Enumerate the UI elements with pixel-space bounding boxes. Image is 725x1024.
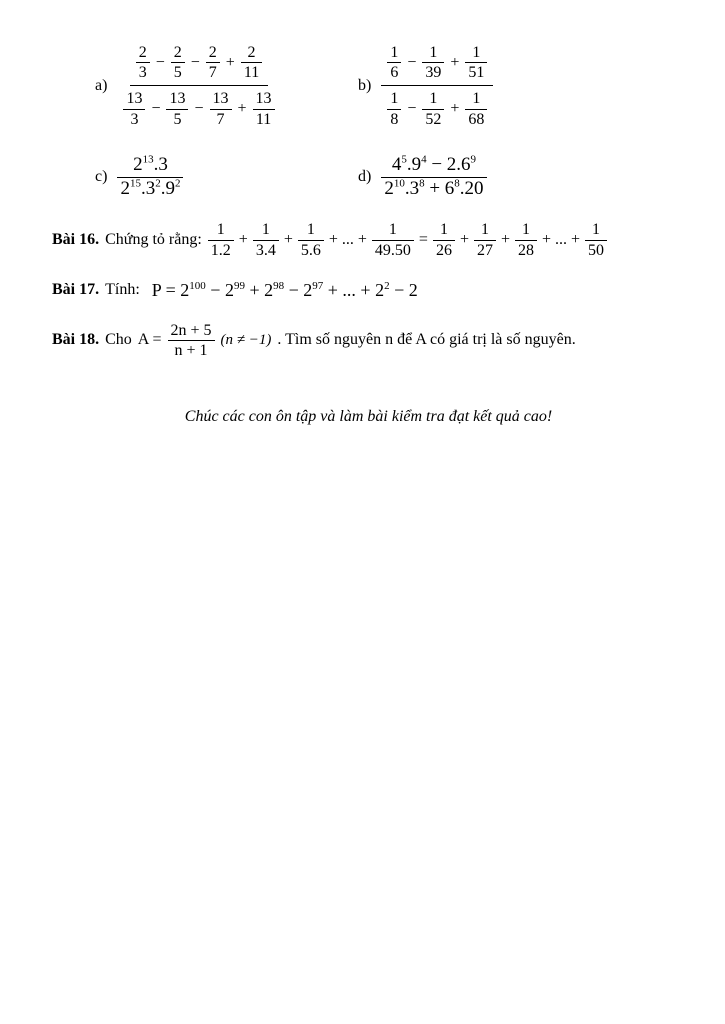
- numerator: 1: [465, 43, 487, 63]
- denominator: 11: [255, 110, 272, 128]
- exponent: 15: [129, 177, 141, 190]
- exercise-17: [52, 280, 685, 301]
- denominator: 3.4: [255, 241, 276, 259]
- math-text: .20: [459, 177, 484, 199]
- exercise-17-label: Bài 17.: [52, 281, 100, 299]
- numerator: 1: [515, 220, 537, 240]
- exponent: 8: [454, 177, 460, 190]
- equals-sign: =: [418, 231, 428, 249]
- exercise-16: [52, 220, 685, 259]
- fraction: [171, 43, 185, 82]
- problem-c: [95, 154, 358, 201]
- exercise-16-expression: [208, 220, 607, 259]
- exercise-17-intro: Tính:: [105, 281, 140, 299]
- denominator: 51: [468, 64, 485, 82]
- problem-b: [358, 40, 493, 132]
- exponent: 98: [273, 279, 285, 292]
- fraction: [206, 43, 220, 82]
- math-row-ab: [95, 40, 685, 132]
- numerator: [117, 154, 183, 178]
- operator: +: [225, 53, 235, 71]
- numerator: 1: [585, 220, 607, 240]
- exercise-17-expression: [152, 280, 418, 301]
- denominator: 39: [425, 64, 442, 82]
- denominator: 5.6: [300, 241, 321, 259]
- exponent: 100: [189, 279, 206, 292]
- math-row-cd: [95, 154, 685, 201]
- operator: +: [500, 231, 510, 249]
- operator: −: [151, 100, 161, 118]
- denominator: 50: [588, 241, 605, 259]
- math-text: + ... + 2: [323, 279, 385, 300]
- fraction: [585, 220, 607, 259]
- fraction: [166, 89, 188, 128]
- fraction: [515, 220, 537, 259]
- numerator: [381, 154, 486, 178]
- math-text: 2: [120, 177, 130, 199]
- fraction: [253, 89, 275, 128]
- denominator: [381, 178, 486, 201]
- numerator: 13: [210, 89, 232, 109]
- numerator: 13: [253, 89, 275, 109]
- fraction: [465, 43, 487, 82]
- operator: +: [450, 53, 460, 71]
- numerator: 2: [171, 43, 185, 63]
- worksheet-page: [0, 0, 725, 426]
- numerator: 1: [433, 220, 455, 240]
- denominator: 52: [425, 110, 442, 128]
- operator: +: [238, 231, 248, 249]
- math-text: + 6: [424, 177, 455, 199]
- denominator: 3: [138, 64, 147, 82]
- exponent: 5: [401, 153, 407, 166]
- math-text: − 2.6: [426, 153, 471, 175]
- numerator: 13: [123, 89, 145, 109]
- fraction: [253, 220, 279, 259]
- denominator: [117, 178, 183, 201]
- exercise-18-question: . Tìm số nguyên n để A có giá trị là số nguyên.: [277, 331, 576, 349]
- problem-c-fraction: [117, 154, 183, 201]
- exponent: 13: [142, 153, 154, 166]
- operator: +: [237, 100, 247, 118]
- operator: −: [194, 100, 204, 118]
- problem-a-denominator: [117, 86, 280, 131]
- fraction: [387, 43, 401, 82]
- numerator: 1: [298, 220, 324, 240]
- exponent: 4: [421, 153, 427, 166]
- exponent: 99: [233, 279, 245, 292]
- denominator: 27: [476, 241, 493, 259]
- problem-d: [358, 154, 487, 201]
- fraction: [298, 220, 324, 259]
- a-equals: A =: [137, 331, 162, 349]
- fraction: [210, 89, 232, 128]
- exercise-16-label: Bài 16.: [52, 231, 100, 249]
- denominator: 3: [130, 110, 139, 128]
- numerator: 1: [474, 220, 496, 240]
- math-text: .3: [404, 177, 420, 199]
- numerator: 2n + 5: [168, 321, 215, 341]
- fraction: [123, 89, 145, 128]
- denominator: 49.50: [374, 241, 411, 259]
- numerator: 1: [465, 89, 487, 109]
- numerator: 1: [422, 89, 444, 109]
- exponent: 2: [384, 279, 390, 292]
- denominator: 1.2: [210, 241, 231, 259]
- numerator: 2: [206, 43, 220, 63]
- math-text: − 2: [284, 279, 313, 300]
- fraction: [208, 220, 234, 259]
- problem-d-fraction: [381, 154, 486, 201]
- problem-a: [95, 40, 358, 132]
- math-text: .9: [160, 177, 175, 199]
- fraction: [387, 89, 401, 128]
- problem-b-fraction: [381, 40, 493, 132]
- problem-b-label: b): [358, 76, 372, 94]
- numerator: 1: [422, 43, 444, 63]
- fraction: [136, 43, 150, 82]
- operator: + ... +: [328, 231, 367, 249]
- denominator: 7: [208, 64, 217, 82]
- exercise-18-fraction: [168, 321, 215, 360]
- math-text: 4: [391, 153, 402, 175]
- fraction: [465, 89, 487, 128]
- math-text: .3: [140, 177, 156, 199]
- denominator: 7: [216, 110, 225, 128]
- denominator: 6: [390, 64, 399, 82]
- operator: −: [190, 53, 200, 71]
- fraction: [372, 220, 414, 259]
- operator: +: [450, 100, 460, 118]
- operator: + ... +: [542, 231, 581, 249]
- problem-a-label: a): [95, 76, 108, 94]
- operator: −: [407, 53, 417, 71]
- math-text: − 2: [205, 279, 234, 300]
- fraction: [474, 220, 496, 259]
- math-text: 2: [133, 153, 143, 175]
- operator: +: [459, 231, 469, 249]
- fraction: [422, 89, 444, 128]
- exponent: 2: [174, 177, 181, 190]
- problem-b-denominator: [381, 86, 493, 131]
- problem-c-label: c): [95, 168, 108, 186]
- denominator: 5: [173, 64, 182, 82]
- exercise-18-label: Bài 18.: [52, 331, 100, 349]
- fraction: [433, 220, 455, 259]
- numerator: 1: [208, 220, 234, 240]
- fraction: [241, 43, 262, 82]
- math-text: + 2: [244, 279, 274, 300]
- denominator: 26: [435, 241, 452, 259]
- exponent: 10: [393, 177, 405, 190]
- fraction: [422, 43, 444, 82]
- exponent: 97: [312, 279, 324, 292]
- denominator: 28: [518, 241, 534, 259]
- problem-a-numerator: [130, 40, 269, 86]
- math-text: .9: [406, 153, 422, 175]
- numerator: 1: [387, 43, 401, 63]
- problem-d-label: d): [358, 168, 372, 186]
- numerator: 13: [166, 89, 188, 109]
- exponent: 9: [470, 153, 477, 166]
- exponent: 2: [155, 177, 161, 190]
- denominator: 8: [390, 110, 399, 128]
- numerator: 1: [253, 220, 279, 240]
- math-text: P = 2: [151, 279, 190, 300]
- operator: +: [283, 231, 293, 249]
- numerator: 2: [136, 43, 150, 63]
- exercise-16-intro: Chứng tỏ rằng:: [105, 231, 202, 249]
- denominator: 11: [243, 64, 260, 82]
- math-text: 2: [384, 177, 394, 199]
- denominator: n + 1: [174, 341, 208, 359]
- math-text: − 2: [389, 279, 418, 300]
- operator: −: [407, 100, 417, 118]
- denominator: 5: [173, 110, 182, 128]
- denominator: 68: [468, 110, 485, 128]
- footer-note: Chúc các con ôn tập và làm bài kiểm tra đạt kết quả cao!: [184, 408, 553, 426]
- problem-b-numerator: [381, 40, 493, 86]
- numerator: 1: [387, 89, 401, 109]
- math-text: .3: [153, 153, 168, 175]
- exercise-18: [52, 321, 685, 360]
- numerator: 2: [241, 43, 262, 63]
- condition: (n ≠ −1): [220, 331, 272, 348]
- problem-a-fraction: [117, 40, 280, 132]
- exponent: 8: [419, 177, 425, 190]
- numerator: 1: [372, 220, 414, 240]
- exercise-18-intro: Cho: [105, 331, 132, 349]
- operator: −: [155, 53, 165, 71]
